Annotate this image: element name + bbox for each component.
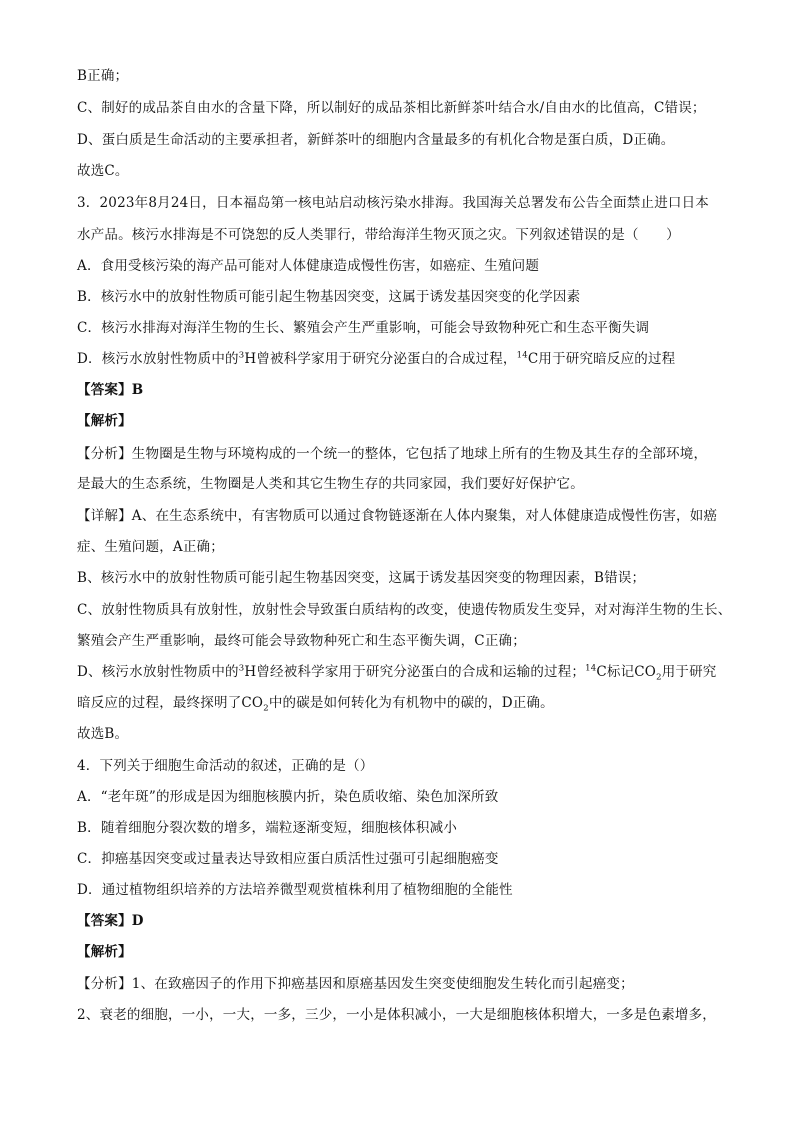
- detail-text-d-cont: [77, 693, 727, 713]
- detail-text-b: B、核污水中的放射性物质可能引起生物基因突变，这属于诱发基因突变的物理因素，B错误；: [77, 570, 646, 586]
- superscript: 14: [585, 663, 597, 674]
- superscript: 14: [516, 350, 528, 361]
- detail-text-d: [77, 662, 727, 682]
- analysis-label: 【解析】: [77, 944, 132, 960]
- text-segment: D、核污水放射性物质中的: [77, 664, 239, 680]
- text-segment: D．核污水放射性物质中的: [77, 351, 239, 367]
- conclusion-text: 故选B。: [77, 726, 129, 742]
- question-4-option-d: D．通过植物组织培养的方法培养微型观赏植株利用了植物细胞的全能性: [77, 882, 513, 898]
- analysis-text: 【分析】1、在致癌因子的作用下抑癌基因和原癌基因发生突变使细胞发生转化而引起癌变；: [77, 976, 634, 992]
- text-segment: C标记CO: [596, 664, 657, 680]
- answer-label: 【答案】D: [77, 913, 144, 929]
- question-3-stem: 3．2023年8月24日，日本福岛第一核电站启动核污染水排海。我国海关总署发布公告全面禁止进口日本: [77, 195, 710, 211]
- question-3-option-c: C．核污水排海对海洋生物的生长、繁殖会产生严重影响，可能会导致物种死亡和生态平衡失调: [77, 320, 650, 336]
- superscript: 3: [238, 663, 245, 674]
- question-3-option-d: [77, 349, 727, 369]
- answer-label: 【答案】B: [77, 382, 144, 398]
- question-3-stem-cont: 水产品。核污水排海是不可饶恕的反人类罪行，带给海洋生物灭顶之灾。下列叙述错误的是（ ）: [77, 227, 680, 243]
- text-segment: 暗反应的过程，最终探明了CO: [77, 695, 264, 711]
- analysis-text: 【分析】生物圈是生物与环境构成的一个统一的整体，它包括了地球上所有的生物及其生存的全部环境，: [77, 446, 708, 462]
- analysis-text-cont: 是最大的生态系统，生物圈是人类和其它生物生存的共同家园，我们要好好保护它。: [77, 476, 584, 492]
- text-segment: 用于研究: [661, 664, 717, 680]
- question-3-option-b: B．核污水中的放射性物质可能引起生物基因突变，这属于诱发基因突变的化学因素: [77, 289, 581, 305]
- analysis-label: 【解析】: [77, 413, 132, 429]
- text-line: D、蛋白质是生命活动的主要承担者，新鲜茶叶的细胞内含量最多的有机化合物是蛋白质，D正确。: [77, 132, 675, 148]
- text-segment: H曾被科学家用于研究分泌蛋白的合成过程，: [244, 351, 517, 367]
- question-4-option-a: A．“老年斑”的形成是因为细胞核膜内折，染色质收缩、染色加深所致: [77, 789, 499, 805]
- question-4-option-c: C．抑癌基因突变或过量表达导致相应蛋白质活性过强可引起细胞癌变: [77, 851, 499, 867]
- text-line: C、制好的成品茶自由水的含量下降，所以制好的成品茶相比新鲜茶叶结合水/自由水的比值高，C错误；: [77, 100, 706, 116]
- text-line: 故选C。: [77, 163, 129, 179]
- analysis-text-cont: 2、衰老的细胞，一小，一大，一多，三少，一小是体积减小，一大是细胞核体积增大，一多是色素增多，: [77, 1007, 716, 1023]
- subscript: 2: [263, 703, 269, 714]
- question-3-option-a: A．食用受核污染的海产品可能对人体健康造成慢性伤害，如癌症、生殖问题: [77, 258, 540, 274]
- detail-text-c-cont: 繁殖会产生严重影响，最终可能会导致物种死亡和生态平衡失调，C正确；: [77, 633, 526, 649]
- detail-text-cont: 症、生殖问题，A正确；: [77, 539, 224, 555]
- superscript: 3: [238, 350, 245, 361]
- text-segment: H曾经被科学家用于研究分泌蛋白的合成和运输的过程；: [244, 664, 586, 680]
- question-4-option-b: B．随着细胞分裂次数的增多，端粒逐渐变短，细胞核体积减小: [77, 820, 458, 836]
- text-line: B正确；: [77, 68, 129, 84]
- detail-text: 【详解】A、在生态系统中，有害物质可以通过食物链逐渐在人体内聚集，对人体健康造成慢性伤害，如癌: [77, 508, 718, 524]
- detail-text-c: C、放射性物质具有放射性，放射性会导致蛋白质结构的改变，使遗传物质发生变异，对对海洋生物的生长、: [77, 602, 732, 618]
- text-segment: 中的碳是如何转化为有机物中的碳的，D正确。: [268, 695, 554, 711]
- text-segment: C用于研究暗反应的过程: [527, 351, 676, 367]
- subscript: 2: [656, 672, 662, 683]
- question-4-stem: 4．下列关于细胞生命活动的叙述，正确的是（）: [77, 758, 374, 774]
